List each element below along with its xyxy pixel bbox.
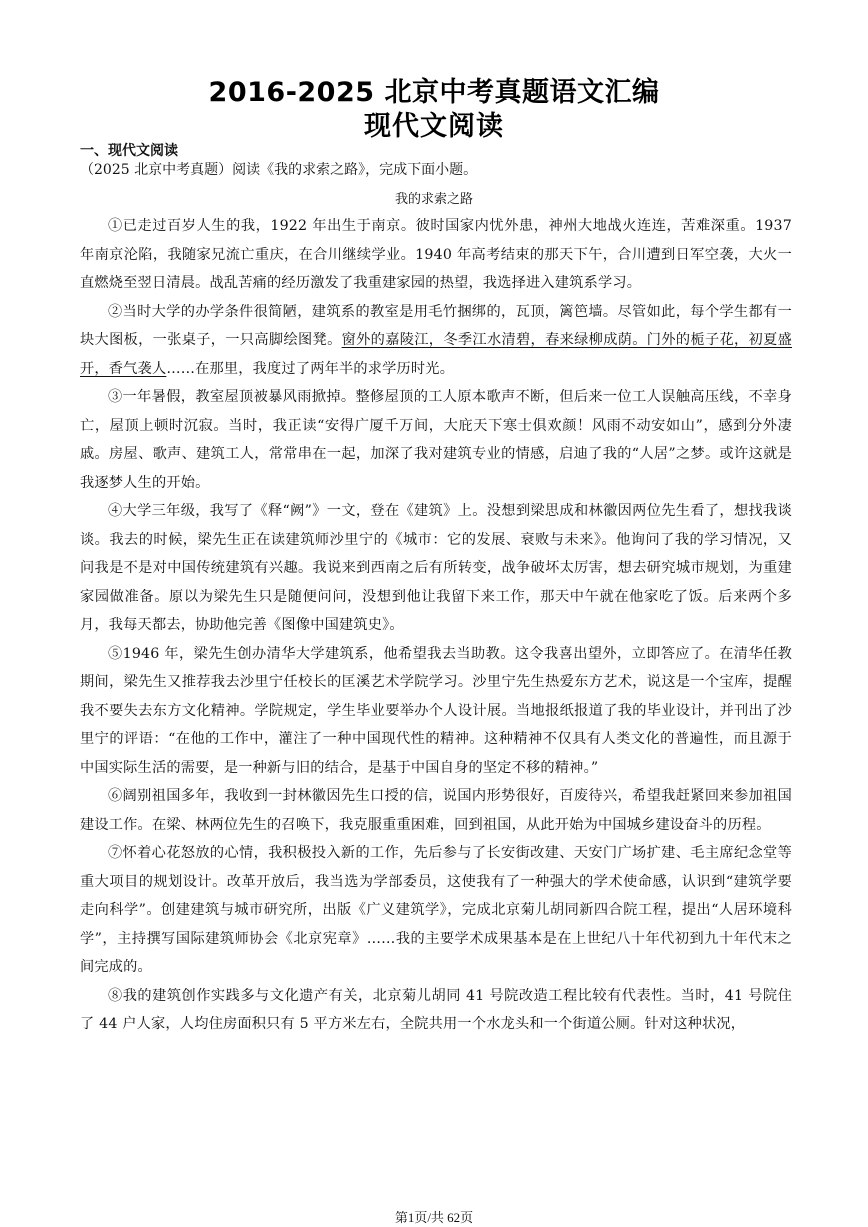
- paragraph-8: ⑧我的建筑创作实践多与文化遗产有关，北京菊儿胡同 41 号院改造工程比较有代表性。当时，41 号院住了 44 户人家，人均住房面积只有 5 平方米左右，全院共用一个水龙头和一个街道公厕。针对这种状况，: [80, 987, 792, 1032]
- paragraph-6: ⑥阔别祖国多年，我收到一封林徽因先生口授的信，说国内形势很好，百废待兴，希望我赶紧回来参加祖国建设工作。在梁、林两位先生的召唤下，我克服重重困难，回到祖国，从此开始为中国城乡建设奋斗的历程。: [80, 788, 792, 833]
- paragraph-3: ③一年暑假，教室屋顶被暴风雨掀掉。整修屋顶的工人原本歌声不断，但后来一位工人误触高压线，不幸身亡，屋顶上顿时沉寂。当时，我正读“安得广厦千万间，大庇天下寒士俱欢颜！风雨不动安如山”，感到分外凄戚。房屋、歌声、建筑工人，常常串在一起，加深了我对建筑专业的情感，启迪了我的“人居”之梦。或许这就是我逐梦人生的开始。: [80, 389, 792, 491]
- paragraph-4: ④大学三年级，我写了《释“阙”》一文，登在《建筑》上。没想到梁思成和林徽因两位先生看了，想找我谈谈。我去的时候，梁先生正在读建筑师沙里宁的《城市：它的发展、衰败与未来》。他询问了我的学习情况，又问我是不是对中国传统建筑有兴趣。我说来到西南之后有所转变，战争破坏太厉害，想去研究城市规划，为重建家园做准备。原以为梁先生只是随便问问，没想到他让我留下来工作，那天中午就在他家吃了饭。后来两个多月，我每天都去，协助他完善《图像中国建筑史》。: [80, 503, 792, 633]
- document-title: 2016-2025 北京中考真题语文汇编: [208, 77, 660, 108]
- question-intro: （2025 北京中考真题）阅读《我的求索之路》，完成下面小题。: [80, 162, 478, 178]
- article-body: [80, 212, 792, 1039]
- paragraph-2-lead: ②当时大学的办学条件很简陋，建筑系的教室是用毛竹捆绑的，瓦顶，篱笆墙。尽管如此，每个学生都有一块大图板，一张桌子，一只高脚绘图凳。: [80, 303, 792, 348]
- paragraph-2-tail: ……在那里，我度过了两年半的求学历时光。: [166, 360, 455, 377]
- paragraph-1: ①已走过百岁人生的我，1922 年出生于南京。彼时国家内忧外患，神州大地战火连连，苦难深重。1937 年南京沦陷，我随家兄流亡重庆，在合川继续学业。1940 年高考结束的那天下午，合川遭到日军空袭，大火一直燃烧至翌日清晨。战乱苦痛的经历激发了我重建家园的热望，我选择进入建筑系学习。: [80, 218, 792, 291]
- underlined-sentence: 窗外的嘉陵江，冬季江水清碧，春来绿柳成荫。门外的栀子花，初夏盛开，香气袭人: [80, 332, 792, 377]
- paragraph-7: ⑦怀着心花怒放的心情，我积极投入新的工作，先后参与了长安街改建、天安门广场扩建、毛主席纪念堂等重大项目的规划设计。改革开放后，我当选为学部委员，这使我有了一种强大的学术使命感，认识到“建筑学要走向科学”。创建建筑与城市研究所，出版《广义建筑学》，完成北京菊儿胡同新四合院工程，提出“人居环境科学”，主持撰写国际建筑师协会《北京宪章》……我的主要学术成果基本是在上世纪八十年代初到九十年代末之间完成的。: [80, 845, 792, 975]
- page-number: 第1页/共 62页: [394, 1210, 474, 1225]
- document-subtitle: 现代文阅读: [364, 111, 504, 142]
- paragraph-5: ⑤1946 年，梁先生创办清华大学建筑系，他希望我去当助教。这令我喜出望外，立即答应了。在清华任教期间，梁先生又推荐我去沙里宁任校长的匡溪艺术学院学习。沙里宁先生热爱东方艺术，说这是一个宝库，提醒我不要失去东方文化精神。学院规定，学生毕业要举办个人设计展。当地报纸报道了我的毕业设计，并刊出了沙里宁的评语：“在他的工作中，灌注了一种中国现代性的精神。这种精神不仅具有人类文化的普遍性，而且源于中国实际生活的需要，是一种新与旧的结合，是基于中国自身的坚定不移的精神。”: [80, 645, 792, 776]
- section-heading: 一、现代文阅读: [80, 143, 178, 159]
- paragraph-2: [80, 298, 792, 384]
- article-title: 我的求索之路: [394, 192, 473, 207]
